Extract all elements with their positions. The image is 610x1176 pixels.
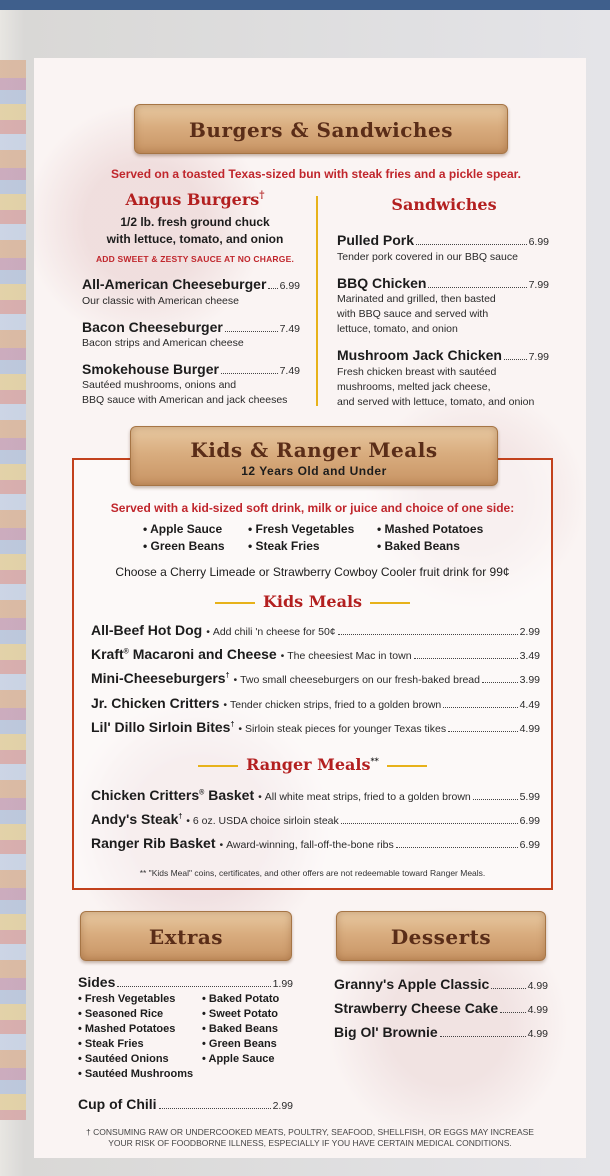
- price-leader: [428, 287, 526, 288]
- price-leader: [221, 373, 278, 374]
- dessert-strawberry-cheese-cake: Strawberry Cheese Cake 4.99: [334, 1000, 548, 1016]
- extra-side: • Steak Fries: [78, 1037, 193, 1052]
- price-leader: [225, 331, 278, 332]
- disclaimer-line-2: YOUR RISK OF FOODBORNE ILLNESS, ESPECIALLY IF YOU HAVE CERTAIN MEDICAL CONDITIONS.: [108, 1138, 512, 1148]
- price-leader: [338, 634, 518, 635]
- heading-rule: [215, 602, 255, 604]
- dessert-apple-classic: Granny's Apple Classic 4.99: [334, 976, 548, 992]
- menu-cover-stripes: [0, 60, 26, 1120]
- price-leader: [159, 1108, 271, 1109]
- price-leader: [341, 823, 518, 824]
- item-desc: mushrooms, melted jack cheese,: [337, 381, 491, 393]
- extras-banner: [80, 911, 292, 961]
- extra-side: • Mashed Potatoes: [78, 1022, 193, 1037]
- kids-ranger-subtitle: 12 Years Old and Under: [241, 464, 387, 478]
- burgers-sandwiches-title: Burgers & Sandwiches: [189, 118, 453, 142]
- kids-meals-heading: Kids Meals: [74, 592, 551, 611]
- kids-ranger-banner: [130, 426, 498, 486]
- ranger-footnote: ** "Kids Meal" coins, certificates, and other offers are not redeemable toward Ranger Meals.: [139, 868, 486, 878]
- item-desc: BBQ sauce with American and jack cheeses: [82, 394, 288, 406]
- extras-sides-row: Sides 1.99: [78, 974, 293, 990]
- menu-item-mushroom-jack-chicken: Mushroom Jack Chicken 7.99: [337, 347, 549, 363]
- column-divider: [316, 196, 318, 406]
- price-leader: [482, 682, 518, 683]
- menu-item-bbq-chicken: BBQ Chicken 7.99: [337, 275, 549, 291]
- item-desc: Fresh chicken breast with sautéed: [337, 366, 497, 378]
- menu-item-bacon-cheeseburger: Bacon Cheeseburger 7.49: [82, 319, 300, 335]
- ranger-item-chicken-critters-basket: Chicken Critters® Basket • All white meat strips, fried to a golden brown 5.99: [91, 787, 540, 803]
- scan-top-edge: [0, 0, 610, 10]
- angus-desc-1: 1/2 lb. fresh ground chuck: [120, 215, 270, 229]
- price-leader: [500, 1012, 525, 1013]
- extra-side: • Fresh Vegetables: [78, 992, 193, 1007]
- item-desc: and served with lettuce, tomato, and onion: [337, 396, 535, 408]
- extras-sides-col1: [78, 992, 193, 1082]
- item-desc: with BBQ sauce and served with: [337, 308, 489, 320]
- kids-item-mini-cheeseburgers: Mini-Cheeseburgers† • Two small cheeseburgers on our fresh-baked bread 3.99: [91, 670, 540, 686]
- heading-rule: [370, 602, 410, 604]
- kids-item-mac-and-cheese: Kraft® Macaroni and Cheese • The cheesiest Mac in town 3.49: [91, 646, 540, 662]
- side-baked-beans: • Baked Beans: [377, 539, 460, 554]
- sandwiches-title: Sandwiches: [391, 195, 497, 214]
- price-leader: [396, 847, 518, 848]
- kids-served-with: Served with a kid-sized soft drink, milk or juice and choice of one side:: [110, 501, 515, 515]
- desserts-banner: [336, 911, 546, 961]
- menu-item-pulled-pork: Pulled Pork 6.99: [337, 232, 549, 248]
- heading-rule: [387, 765, 427, 767]
- side-fresh-vegetables: • Fresh Vegetables: [248, 522, 354, 537]
- extra-side: • Sautéed Onions: [78, 1052, 193, 1067]
- item-desc: Marinated and grilled, then basted: [337, 293, 496, 305]
- extras-cup-of-chili: Cup of Chili 2.99: [78, 1096, 293, 1112]
- extras-sides-col2: [202, 992, 279, 1067]
- price-leader: [416, 244, 527, 245]
- extra-side: • Baked Potato: [202, 992, 279, 1007]
- disclaimer-line-1: † CONSUMING RAW OR UNDERCOOKED MEATS, POULTRY, SEAFOOD, SHELLFISH, OR EGGS MAY INCREASE: [86, 1127, 534, 1137]
- price-leader: [491, 988, 525, 989]
- angus-burgers-title: Angus Burgers†: [125, 190, 265, 209]
- ranger-item-andys-steak: Andy's Steak† • 6 oz. USDA choice sirloin steak 6.99: [91, 811, 540, 827]
- ranger-meals-heading: Ranger Meals**: [74, 755, 551, 774]
- price-leader: [268, 288, 277, 289]
- cooler-offer: Choose a Cherry Limeade or Strawberry Cowboy Cooler fruit drink for 99¢: [115, 565, 510, 579]
- angus-sauce-note: ADD SWEET & ZESTY SAUCE AT NO CHARGE.: [95, 254, 295, 264]
- menu-item-all-american-cheeseburger: All-American Cheeseburger 6.99: [82, 276, 300, 292]
- item-desc: Bacon strips and American cheese: [82, 337, 244, 349]
- extra-side: • Sautéed Mushrooms: [78, 1067, 193, 1082]
- item-desc: Sautéed mushrooms, onions and: [82, 379, 237, 391]
- kids-ranger-title: Kids & Ranger Meals: [190, 438, 438, 462]
- menu-item-smokehouse-burger: Smokehouse Burger 7.49: [82, 361, 300, 377]
- burgers-subtitle: Served on a toasted Texas-sized bun with steak fries and a pickle spear.: [111, 167, 521, 181]
- side-apple-sauce: • Apple Sauce: [143, 522, 222, 537]
- side-mashed-potatoes: • Mashed Potatoes: [377, 522, 483, 537]
- price-leader: [117, 986, 270, 987]
- extra-side: • Green Beans: [202, 1037, 279, 1052]
- kids-item-sirloin-bites: Lil' Dillo Sirloin Bites† • Sirloin steak pieces for younger Texas tikes 4.99: [91, 719, 540, 735]
- desserts-title: Desserts: [390, 925, 492, 949]
- dessert-big-ol-brownie: Big Ol' Brownie 4.99: [334, 1024, 548, 1040]
- price-leader: [473, 799, 518, 800]
- angus-desc-2: with lettuce, tomato, and onion: [106, 232, 284, 246]
- extra-side: • Baked Beans: [202, 1022, 279, 1037]
- price-leader: [443, 707, 517, 708]
- ranger-item-rib-basket: Ranger Rib Basket • Award-winning, fall-off-the-bone ribs 6.99: [91, 835, 540, 851]
- side-green-beans: • Green Beans: [143, 539, 225, 554]
- price-leader: [440, 1036, 526, 1037]
- extra-side: • Sweet Potato: [202, 1007, 279, 1022]
- price-leader: [414, 658, 518, 659]
- burgers-sandwiches-banner: [134, 104, 508, 154]
- extras-title: Extras: [148, 925, 224, 949]
- kids-item-jr-chicken-critters: Jr. Chicken Critters • Tender chicken strips, fried to a golden brown 4.49: [91, 695, 540, 711]
- item-desc: Our classic with American cheese: [82, 295, 239, 307]
- price-leader: [448, 731, 517, 732]
- extra-side: • Seasoned Rice: [78, 1007, 193, 1022]
- side-steak-fries: • Steak Fries: [248, 539, 320, 554]
- extra-side: • Apple Sauce: [202, 1052, 279, 1067]
- item-desc: Tender pork covered in our BBQ sauce: [337, 251, 518, 263]
- price-leader: [504, 359, 527, 360]
- kids-item-hot-dog: All-Beef Hot Dog • Add chili 'n cheese for 50¢ 2.99: [91, 622, 540, 638]
- heading-rule: [198, 765, 238, 767]
- item-desc: lettuce, tomato, and onion: [337, 323, 458, 335]
